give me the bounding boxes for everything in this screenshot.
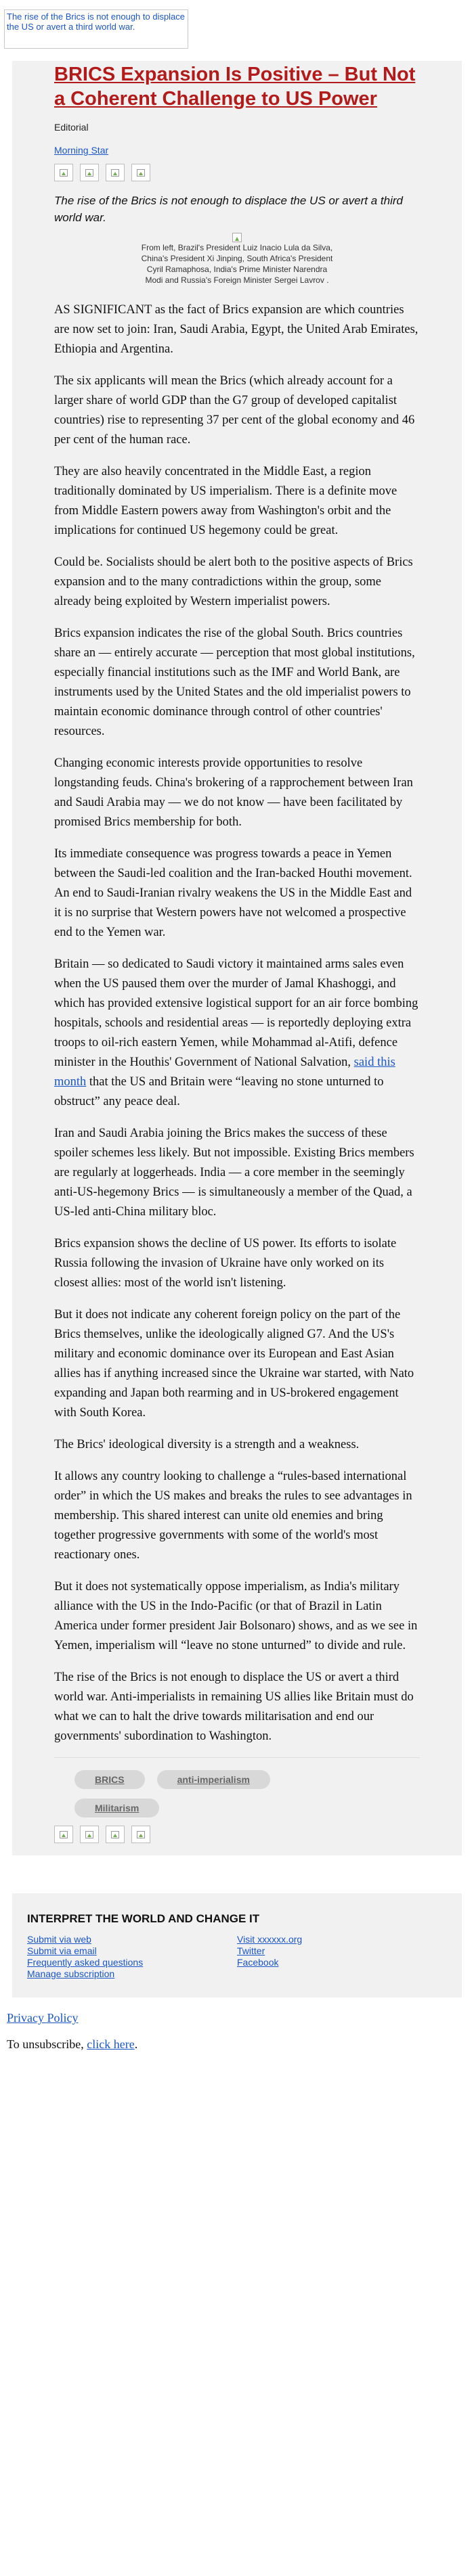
- share-icon[interactable]: [54, 164, 73, 181]
- submit-via-web-link[interactable]: Submit via web: [27, 1934, 91, 1945]
- privacy-policy-link[interactable]: Privacy Policy: [7, 2011, 79, 2025]
- standfirst: The rise of the Brics is not enough to displace the US or avert a third world war.: [54, 194, 403, 224]
- divider: [54, 1757, 420, 1758]
- share-icon[interactable]: [106, 164, 125, 181]
- tag-list: [54, 1770, 345, 1817]
- article: [54, 61, 420, 1855]
- body-paragraph: Brics expansion indicates the rise of the global South. Brics countries share an — entirely accurate — perception that most global institutions, especially financial institutions such as the IMF and World Bank, are instruments used by the United States and the old imperialist powers to maintain economic dominance through control of other countries' resources.: [54, 627, 415, 738]
- said-this-month-link[interactable]: said this month: [54, 1056, 395, 1089]
- article-title[interactable]: BRICS Expansion Is Positive – But Not a Coherent Challenge to US Power: [54, 64, 416, 110]
- footer-left-column: [27, 1934, 237, 1980]
- share-icon[interactable]: [131, 1826, 150, 1843]
- body-paragraph: Its immediate consequence was progress towards a peace in Yemen between the Saudi-led coalition and the Iran-backed Houthi movement. An end to Saudi-Iranian rivalry weakens the US in the Middle East and it is no surprise that Western powers have not welcomed a prospective end to the Yemen war.: [54, 847, 412, 939]
- tag-anti-imperialism[interactable]: anti-imperialism: [157, 1770, 270, 1789]
- britain-text-after: that the US and Britain were “leaving no stone unturned to obstruct” any peace deal.: [54, 1075, 384, 1108]
- facebook-link[interactable]: Facebook: [237, 1957, 279, 1968]
- share-icon[interactable]: [80, 164, 99, 181]
- lead-figure: [139, 233, 335, 286]
- figure-caption: From left, Brazil's President Luiz Inacio Lula da Silva, China's President Xi Jinping, South Africa's President Cyril Ramaphosa, India's Prime Minister Narendra Modi and Russia's Foreign Minister Sergei Lavrov .: [141, 243, 333, 285]
- body-paragraph: Changing economic interests provide opportunities to resolve longstanding feuds. China's brokering of a rapprochement between Iran and Saudi Arabia may — we do not know — have been facilitated by promised Brics membership for both.: [54, 756, 413, 829]
- unsubscribe-link[interactable]: click here: [87, 2037, 135, 2051]
- britain-text-before: Britain — so dedicated to Saudi victory it maintained arms sales even when the US paused them over the murder of Jamal Khashoggi, and which has provided extensive logistical support for an air force bombing hospitals, schools and residential areas — is reportedly deploying extra troops to oil-rich eastern Yemen, while Mohammad al-Atifi, defence minister in the Houthis' Government of National Salvation,: [54, 957, 418, 1069]
- unsubscribe-line: [7, 2037, 474, 2052]
- body-paragraph: The six applicants will mean the Brics (which already account for a larger share of world GDP than the G7 group of developed capitalist countries) rise to representing 37 per cent of the global economy and 46 per cent of the human race.: [54, 374, 415, 447]
- body-paragraph: AS SIGNIFICANT as the fact of Brics expansion are which countries are now set to join: Iran, Saudi Arabia, Egypt, the United Arab Emirates, Ethiopia and Argentina.: [54, 303, 418, 356]
- body-paragraph: Brics expansion shows the decline of US power. Its efforts to isolate Russia following the invasion of Ukraine have only worked on its closest allies: most of the world isn't listening.: [54, 1237, 397, 1290]
- unsubscribe-suffix: .: [134, 2037, 138, 2051]
- body-paragraph: They are also heavily concentrated in the Middle East, a region traditionally dominated by US imperialism. There is a definite move from Middle Eastern powers away from Washington's orbit and the implications for continued US hegemony could be great.: [54, 465, 397, 537]
- body-paragraph: The Brics' ideological diversity is a strength and a weakness.: [54, 1438, 360, 1451]
- manage-subscription-link[interactable]: Manage subscription: [27, 1968, 115, 1979]
- share-icon[interactable]: [131, 164, 150, 181]
- share-bar-bottom: [54, 1826, 420, 1843]
- body-paragraph: The rise of the Brics is not enough to displace the US or avert a third world war. Anti-imperialists in remaining US allies like Britain must do what we can to halt the drive towards militarisation and end our governments' subordination to Washington.: [54, 1671, 414, 1743]
- footer-right-column: [237, 1934, 447, 1980]
- visit-site-link[interactable]: Visit xxxxxx.org: [237, 1934, 303, 1945]
- submit-via-email-link[interactable]: Submit via email: [27, 1945, 97, 1956]
- footer: [12, 1893, 462, 1997]
- share-icon[interactable]: [54, 1826, 73, 1843]
- tag-militarism[interactable]: Militarism: [74, 1799, 159, 1817]
- share-bar-top: [54, 164, 420, 181]
- body-paragraph: Could be. Socialists should be alert both to the positive aspects of Brics expansion and to the many contradictions within the group, some already being exploited by Western imperialist powers.: [54, 556, 413, 608]
- banner-alt-text: The rise of the Brics is not enough to displace the US or avert a third world war.: [7, 12, 186, 32]
- tag-brics[interactable]: BRICS: [74, 1770, 145, 1789]
- broken-image-icon: [232, 233, 242, 242]
- publication-link[interactable]: Morning Star: [54, 145, 109, 156]
- article-body: [54, 300, 420, 1746]
- header-banner-image[interactable]: [4, 9, 188, 49]
- body-paragraph: But it does not systematically oppose imperialism, as India's military alliance with the US in the Indo-Pacific (or that of Brazil in Latin America under former president Jair Bolsonaro) shows, and as we see in Yemen, imperialism will “leave no stone unturned” to divide and rule.: [54, 1580, 418, 1652]
- unsubscribe-prefix: To unsubscribe,: [7, 2037, 87, 2051]
- footer-columns: [27, 1934, 447, 1980]
- section-label: Editorial: [54, 122, 89, 133]
- body-paragraph: It allows any country looking to challenge a “rules-based international order” in which the US makes and breaks the rules to see advantages in membership. This shared interest can unite old enemies and bring together progressive governments with some of the world's most reactionary ones.: [54, 1470, 412, 1562]
- faq-link[interactable]: Frequently asked questions: [27, 1957, 144, 1968]
- share-icon[interactable]: [80, 1826, 99, 1843]
- body-paragraph: Iran and Saudi Arabia joining the Brics makes the success of these spoiler schemes less likely. But not impossible. Existing Brics members are regularly at loggerheads. India — a core member in the seemingly anti-US-hegemony Brics — is simultaneously a member of the Quad, a US-led anti-China military bloc.: [54, 1127, 414, 1219]
- body-paragraph-britain: [54, 955, 420, 1112]
- share-icon[interactable]: [106, 1826, 125, 1843]
- footer-heading: INTERPRET THE WORLD AND CHANGE IT: [27, 1912, 260, 1925]
- twitter-link[interactable]: Twitter: [237, 1945, 265, 1956]
- body-paragraph: But it does not indicate any coherent foreign policy on the part of the Brics themselves, unlike the ideologically aligned G7. And the US's military and economic dominance over its European and East Asian allies has if anything increased since the Ukraine war started, with Nato expanding and Japan both rearming and in US-brokered engagement with South Korea.: [54, 1308, 414, 1420]
- article-frame: [12, 61, 462, 1855]
